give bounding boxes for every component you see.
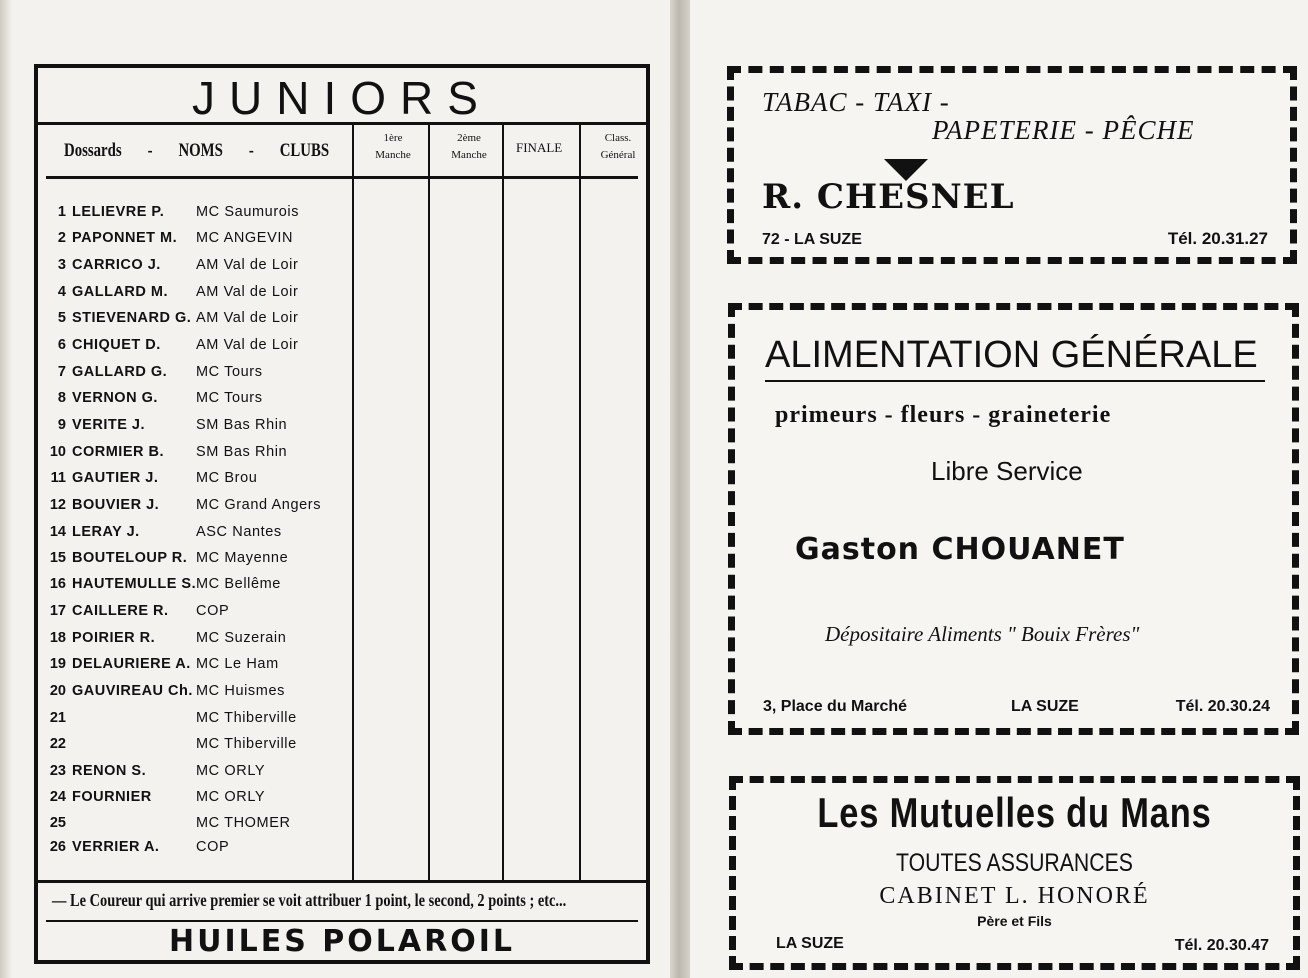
alimentation-phone: Tél. 20.30.24 bbox=[1175, 698, 1270, 715]
rider-name: CHIQUET D. bbox=[72, 337, 161, 353]
header-noms: NOMS bbox=[178, 140, 223, 161]
rider-name: CORMIER B. bbox=[72, 444, 164, 460]
header-top-rule bbox=[38, 122, 646, 125]
dossard-number: 25 bbox=[49, 815, 66, 831]
alimentation-service: Libre Service bbox=[931, 456, 1083, 486]
tabac-line-1: TABAC - TAXI - bbox=[762, 87, 950, 117]
rider-name: LERAY J. bbox=[72, 524, 140, 540]
alimentation-owner: Gaston CHOUANET bbox=[795, 532, 1125, 567]
rider-name: BOUVIER J. bbox=[72, 497, 160, 513]
dossard-number: 17 bbox=[49, 603, 66, 619]
header-labels bbox=[64, 140, 329, 162]
mutuelles-subtitle: TOUTES ASSURANCES bbox=[896, 849, 1133, 877]
header-manche-1: 1ère Manche bbox=[375, 132, 411, 161]
rider-name: CAILLERE R. bbox=[72, 603, 169, 619]
header-sep-2: - bbox=[248, 140, 254, 161]
dossard-number: 18 bbox=[49, 630, 66, 646]
header-sep-1: - bbox=[147, 140, 153, 161]
rider-club: SM Bas Rhin bbox=[196, 417, 288, 433]
dossard-number: 6 bbox=[57, 337, 66, 353]
dossard-number: 23 bbox=[49, 763, 66, 779]
tabac-phone: Tél. 20.31.27 bbox=[1167, 229, 1268, 248]
rider-club: SM Bas Rhin bbox=[196, 444, 288, 460]
rider-club: AM Val de Loir bbox=[196, 337, 299, 353]
column-divider bbox=[579, 124, 581, 880]
dossard-number: 22 bbox=[49, 736, 66, 752]
dossard-number: 21 bbox=[49, 710, 66, 726]
page-edge bbox=[0, 0, 12, 978]
rider-club: AM Val de Loir bbox=[196, 257, 299, 273]
rider-name: RENON S. bbox=[72, 763, 147, 779]
mutuelles-city: LA SUZE bbox=[776, 935, 844, 952]
mutuelles-cabinet: CABINET L. HONORÉ bbox=[879, 883, 1150, 909]
rider-name: STIEVENARD G. bbox=[72, 310, 192, 326]
rider-name: HAUTEMULLE S. bbox=[72, 576, 197, 592]
dossard-number: 10 bbox=[49, 444, 66, 460]
alimentation-city: LA SUZE bbox=[1011, 698, 1079, 715]
mutuelles-advert bbox=[729, 776, 1300, 970]
rider-club: MC Mayenne bbox=[196, 550, 289, 566]
mutuelles-title: Les Mutuelles du Mans bbox=[817, 789, 1212, 836]
rider-club: MC ANGEVIN bbox=[196, 230, 294, 246]
header-class: Class. Général bbox=[600, 132, 636, 161]
dossard-number: 9 bbox=[57, 417, 66, 433]
rider-club: MC Tours bbox=[196, 364, 263, 380]
dossard-number: 19 bbox=[49, 656, 66, 672]
rider-name: LELIEVRE P. bbox=[72, 204, 165, 220]
dossard-number: 3 bbox=[57, 257, 66, 273]
dossard-number: 16 bbox=[49, 576, 66, 592]
mutuelles-phone: Tél. 20.30.47 bbox=[1174, 937, 1269, 954]
tabac-owner: R. CHESNEL bbox=[762, 177, 1015, 217]
tabac-address: 72 - LA SUZE bbox=[762, 231, 862, 248]
header-bottom-rule bbox=[46, 176, 638, 179]
book-spine bbox=[670, 0, 690, 978]
scoring-note: — Le Coureur qui arrive premier se voit attribuer 1 point, le second, 2 points ; etc... bbox=[52, 890, 567, 910]
rider-name: DELAURIERE A. bbox=[72, 656, 191, 672]
dossard-number: 5 bbox=[57, 310, 66, 326]
rider-club: COP bbox=[196, 603, 230, 619]
rider-name: GAUTIER J. bbox=[72, 470, 159, 486]
mutuelles-family: Père et Fils bbox=[977, 913, 1052, 929]
title-underline bbox=[765, 380, 1265, 382]
rider-name: CARRICO J. bbox=[72, 257, 161, 273]
rider-club: MC Saumurois bbox=[196, 204, 300, 220]
dossard-number: 20 bbox=[49, 683, 66, 699]
header-manche-2: 2ème Manche bbox=[451, 132, 487, 161]
rider-name: VERRIER A. bbox=[72, 839, 160, 855]
alimentation-address: 3, Place du Marché bbox=[763, 698, 908, 715]
header-dossards: Dossards bbox=[64, 140, 122, 161]
rider-club: MC Thiberville bbox=[196, 736, 297, 752]
dossard-number: 15 bbox=[49, 550, 66, 566]
rider-club: MC Huismes bbox=[196, 683, 285, 699]
dossard-number: 2 bbox=[57, 230, 66, 246]
rider-club: MC Le Ham bbox=[196, 656, 279, 672]
rider-club: COP bbox=[196, 839, 230, 855]
rider-club: MC Tours bbox=[196, 390, 263, 406]
tabac-line-2: PAPETERIE - PÊCHE bbox=[932, 115, 1195, 145]
alimentation-depot: Dépositaire Aliments " Bouix Frères" bbox=[825, 622, 1140, 646]
dossard-number: 24 bbox=[49, 789, 66, 805]
dossard-number: 4 bbox=[57, 284, 66, 300]
rider-name: GALLARD M. bbox=[72, 284, 169, 300]
rider-club: MC Thiberville bbox=[196, 710, 297, 726]
column-divider bbox=[352, 124, 354, 880]
rider-club: MC Suzerain bbox=[196, 630, 287, 646]
juniors-title: JUNIORS bbox=[192, 72, 492, 124]
rider-club: MC Brou bbox=[196, 470, 258, 486]
sponsor-brand: HUILES POLAROIL bbox=[169, 924, 515, 959]
rider-name: PAPONNET M. bbox=[72, 230, 178, 246]
rider-club: AM Val de Loir bbox=[196, 284, 299, 300]
rider-club: MC THOMER bbox=[196, 815, 291, 831]
alimentation-products: primeurs - fleurs - graineterie bbox=[775, 402, 1112, 428]
rider-club: MC ORLY bbox=[196, 789, 266, 805]
header-finale: FINALE bbox=[516, 140, 563, 155]
column-divider bbox=[428, 124, 430, 880]
alimentation-title: ALIMENTATION GÉNÉRALE bbox=[765, 334, 1258, 376]
rider-name: VERNON G. bbox=[72, 390, 158, 406]
juniors-table bbox=[34, 64, 650, 964]
note-rule bbox=[46, 920, 638, 922]
dossard-number: 12 bbox=[49, 497, 66, 513]
alimentation-advert bbox=[728, 303, 1299, 735]
dossard-number: 8 bbox=[57, 390, 66, 406]
rider-club: MC ORLY bbox=[196, 763, 266, 779]
dossard-number: 7 bbox=[57, 364, 66, 380]
rider-name: FOURNIER bbox=[72, 789, 152, 805]
rider-name: GAUVIREAU Ch. bbox=[72, 683, 193, 699]
rider-name: BOUTELOUP R. bbox=[72, 550, 188, 566]
rider-club: ASC Nantes bbox=[196, 524, 282, 540]
dossard-number: 26 bbox=[49, 839, 66, 855]
rider-club: MC Grand Angers bbox=[196, 497, 322, 513]
rider-club: AM Val de Loir bbox=[196, 310, 299, 326]
footer-rule bbox=[38, 880, 646, 883]
rider-club: MC Bellême bbox=[196, 576, 281, 592]
rider-name: POIRIER R. bbox=[72, 630, 156, 646]
rider-name: VERITE J. bbox=[72, 417, 145, 433]
column-divider bbox=[502, 124, 504, 880]
tabac-advert bbox=[727, 66, 1297, 264]
header-clubs: CLUBS bbox=[279, 140, 330, 161]
rider-name: GALLARD G. bbox=[72, 364, 168, 380]
dossard-number: 1 bbox=[57, 204, 66, 220]
dossard-number: 11 bbox=[50, 470, 66, 486]
dossard-number: 14 bbox=[49, 524, 66, 540]
